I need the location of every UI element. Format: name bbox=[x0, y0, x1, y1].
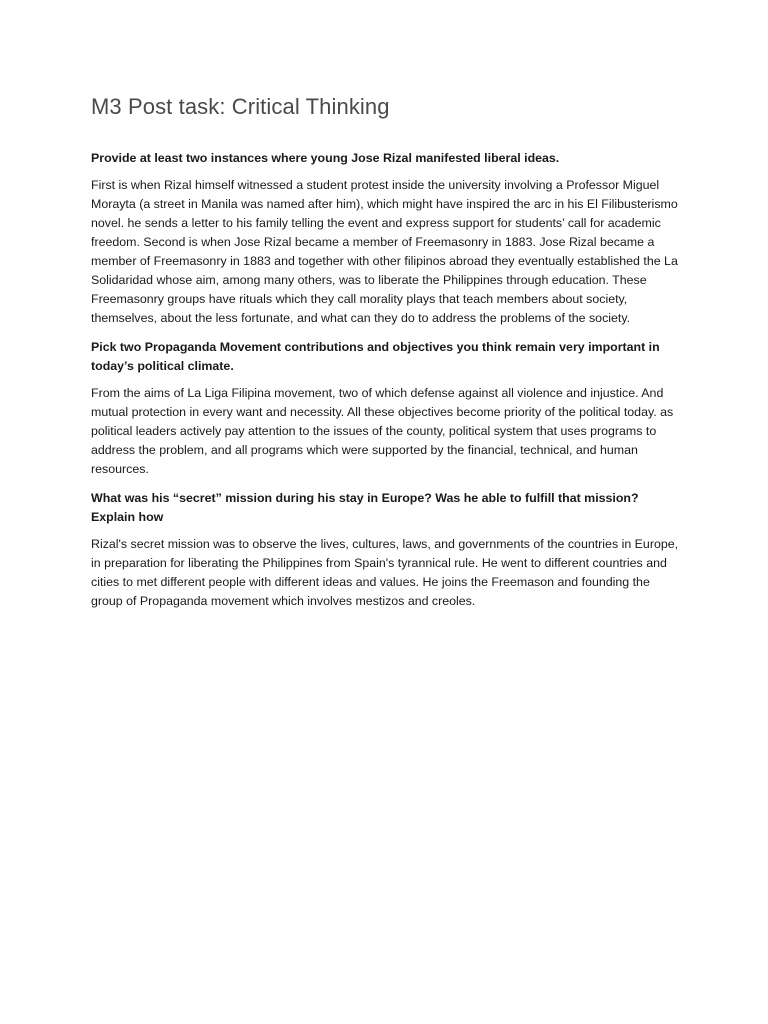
answer-2: From the aims of La Liga Filipina movement, two of which defense against all violence and injustice. And mutual protection in every want and necessity. All these objectives become priority of the political today. as political leaders actively pay attention to the issues of the county, political system that uses programs to address the problem, and all programs which were supported by the financial, technical, and human resources. bbox=[91, 386, 674, 476]
document-title: M3 Post task: Critical Thinking bbox=[91, 94, 390, 119]
question-1: Provide at least two instances where young Jose Rizal manifested liberal ideas. bbox=[91, 151, 560, 165]
question-2: Pick two Propaganda Movement contributions and objectives you think remain very important in today’s political climate. bbox=[91, 340, 660, 373]
answer-3: Rizal's secret mission was to observe the lives, cultures, laws, and governments of the countries in Europe, in preparation for liberating the Philippines from Spain's tyrannical rule. He went to different countries and cities to met different people with different ideas and values. He joins the Freemason and founding the group of Propaganda movement which involves mestizos and creoles. bbox=[91, 537, 679, 608]
answer-1: First is when Rizal himself witnessed a student protest inside the university involving a Professor Miguel Morayta (a street in Manila was named after him), which might have inspired the arc in his El Filibusterismo novel. he sends a letter to his family telling the event and express support for students’ call for academic freedom. Second is when Jose Rizal became a member of Freemasonry in 1883. Jose Rizal became a member of Freemasonry in 1883 and together with other filipinos abroad they eventually established the La Solidaridad whose aim, among many others, was to liberate the Philippines through education. These Freemasonry groups have rituals which they call morality plays that teach members about society, themselves, about the less fortunate, and what can they do to address the problems of the society. bbox=[91, 178, 678, 325]
question-3: What was his “secret” mission during his stay in Europe? Was he able to fulfill that mission? Explain how bbox=[91, 491, 639, 524]
document-page bbox=[91, 94, 681, 621]
